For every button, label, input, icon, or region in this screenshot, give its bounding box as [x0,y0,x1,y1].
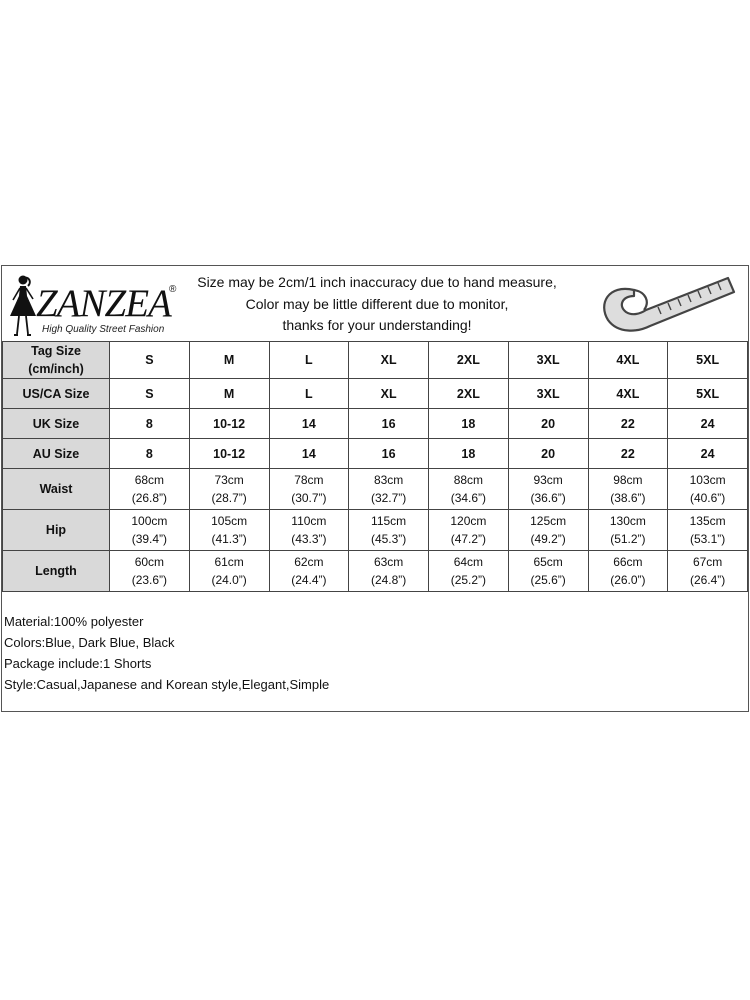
table-cell: 3XL [508,342,588,379]
table-row-us-ca [3,379,748,409]
table-cell: 100cm (39.4”) [110,510,190,551]
table-row-au [3,439,748,469]
notice-line-1: Size may be 2cm/1 inch inaccuracy due to hand measure, [197,274,557,290]
table-cell: 22 [588,409,668,439]
table-row-tag-size [3,342,748,379]
table-cell: 67cm (26.4”) [668,551,748,592]
row-label: Waist [3,469,110,510]
size-chart [1,265,749,712]
table-cell: 68cm (26.8”) [110,469,190,510]
row-label: Length [3,551,110,592]
row-label: Tag Size (cm/inch) [3,342,110,379]
table-cell: 130cm (51.2”) [588,510,668,551]
colors-text: Colors:Blue, Dark Blue, Black [4,635,175,650]
notice-line-2: Color may be little different due to monitor, [245,295,509,312]
table-cell: M [189,342,269,379]
table-cell: 20 [508,409,588,439]
table-cell: 10-12 [189,439,269,469]
table-cell: XL [349,342,429,379]
row-label: Hip [3,510,110,551]
table-cell: 63cm (24.8”) [349,551,429,592]
table-cell: 98cm (38.6”) [588,469,668,510]
table-cell: 4XL [588,379,668,409]
table-cell: 3XL [508,379,588,409]
table-cell: 20 [508,439,588,469]
table-cell: L [269,379,349,409]
table-cell: 4XL [588,342,668,379]
table-cell: 24 [668,439,748,469]
table-cell: 125cm (49.2”) [508,510,588,551]
table-cell: 62cm (24.4”) [269,551,349,592]
table-cell: 18 [429,439,509,469]
table-cell: 78cm (30.7”) [269,469,349,510]
table-cell: 105cm (41.3”) [189,510,269,551]
table-cell: 5XL [668,379,748,409]
table-cell: S [110,342,190,379]
notice-line-3: thanks for your understanding! [282,317,472,333]
table-cell: 16 [349,439,429,469]
chart-header [2,266,748,341]
brand-name: ZANZEA [36,282,171,325]
table-cell: 93cm (36.6”) [508,469,588,510]
registered-mark: ® [169,284,177,295]
table-cell: 22 [588,439,668,469]
row-label: UK Size [3,409,110,439]
table-cell: S [110,379,190,409]
table-row-waist [3,469,748,510]
table-cell: 73cm (28.7”) [189,469,269,510]
table-cell: 14 [269,409,349,439]
notice-text [192,272,562,337]
row-label: AU Size [3,439,110,469]
table-cell: 103cm (40.6”) [668,469,748,510]
table-cell: 83cm (32.7”) [349,469,429,510]
table-cell: 64cm (25.2”) [429,551,509,592]
table-cell: 120cm (47.2”) [429,510,509,551]
table-cell: 8 [110,439,190,469]
table-row-uk [3,409,748,439]
table-cell: 88cm (34.6”) [429,469,509,510]
table-cell: XL [349,379,429,409]
table-row-hip [3,510,748,551]
brand-tagline: High Quality Street Fashion [42,324,165,335]
table-cell: 65cm (25.6”) [508,551,588,592]
dress-silhouette-icon [6,272,40,338]
table-cell: M [189,379,269,409]
table-cell: 61cm (24.0”) [189,551,269,592]
measuring-tape-icon [594,270,740,340]
style-text: Style:Casual,Japanese and Korean style,Elegant,Simple [4,677,330,692]
table-cell: 14 [269,439,349,469]
size-table [2,341,748,592]
table-cell: 66cm (26.0”) [588,551,668,592]
table-cell: 110cm (43.3”) [269,510,349,551]
material-text: Material:100% polyester [4,614,144,629]
table-cell: 10-12 [189,409,269,439]
package-text: Package include:1 Shorts [4,656,152,671]
row-label: US/CA Size [3,379,110,409]
brand-logo [6,272,186,338]
table-cell: 5XL [668,342,748,379]
table-cell: 135cm (53.1”) [668,510,748,551]
table-cell: 115cm (45.3”) [349,510,429,551]
table-cell: L [269,342,349,379]
table-cell: 8 [110,409,190,439]
table-cell: 24 [668,409,748,439]
table-cell: 2XL [429,342,509,379]
table-cell: 2XL [429,379,509,409]
table-row-length [3,551,748,592]
table-cell: 60cm (23.6”) [110,551,190,592]
table-cell: 16 [349,409,429,439]
product-info [4,611,329,695]
table-cell: 18 [429,409,509,439]
